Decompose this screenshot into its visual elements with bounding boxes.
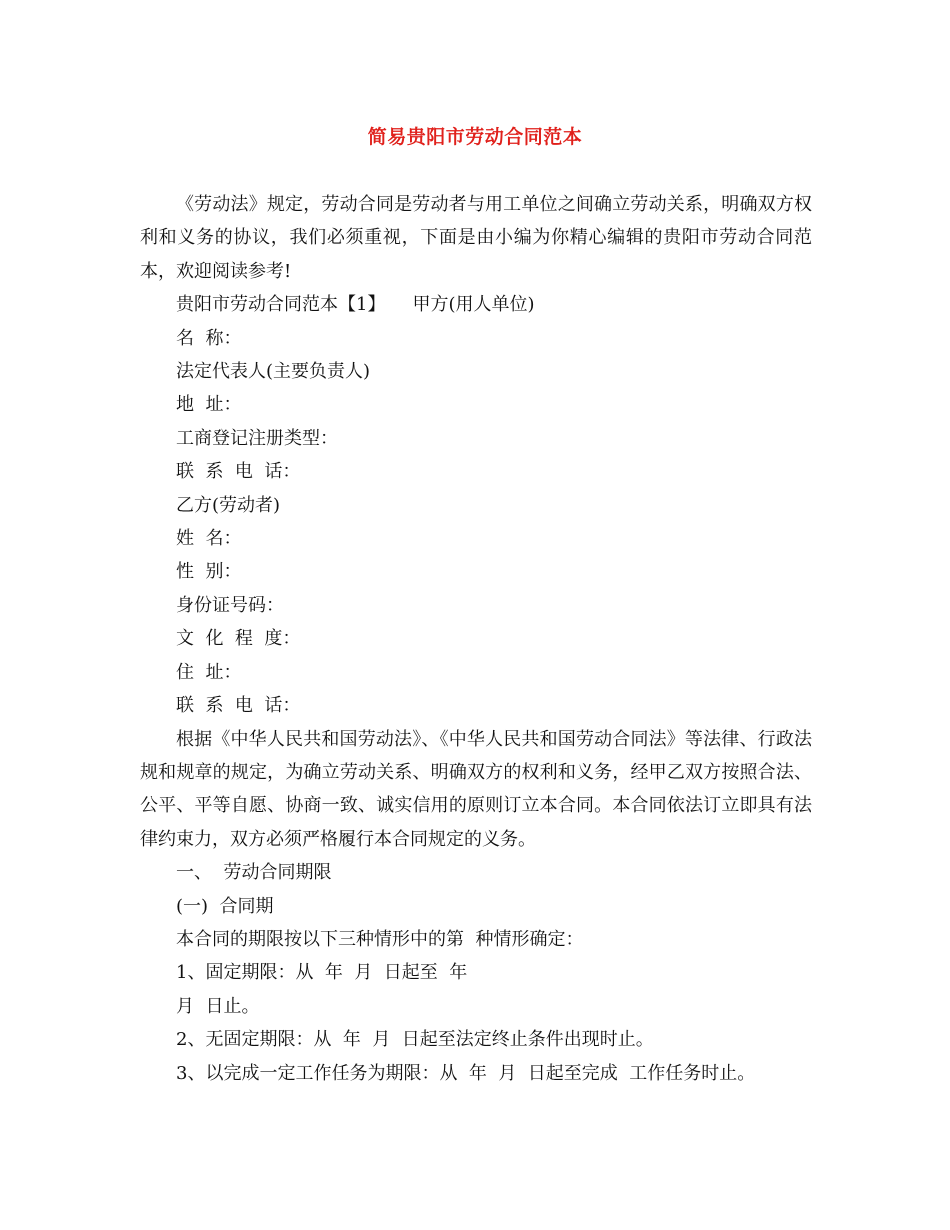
party-b-id-number-field: 身份证号码：: [176, 594, 284, 616]
party-a-phone-field: 联 系 电 话：: [176, 461, 301, 483]
fixed-term-line: 1、固定期限：从 年 月 日起至 年: [176, 962, 468, 984]
party-b-gender-field: 性 别：: [176, 561, 242, 583]
document-body: [140, 188, 812, 1090]
term-selection-line: 本合同的期限按以下三种情形中的第 种情形确定：: [176, 928, 584, 950]
task-based-term-line: 3、以完成一定工作任务为期限：从 年 月 日起至完成 工作任务时止。: [176, 1062, 756, 1084]
party-b-education-field: 文 化 程 度：: [176, 628, 301, 650]
party-a-name-field: 名 称：: [176, 327, 242, 349]
document-title: 简易贵阳市劳动合同范本: [367, 126, 583, 148]
party-a-address-field: 地 址：: [176, 394, 242, 416]
intro-paragraph: 《劳动法》规定，劳动合同是劳动者与用工单位之间确立劳动关系，明确双方权利和义务的协议，我们必须重视，下面是由小编为你精心编辑的贵阳市劳动合同范本，欢迎阅读参考!: [140, 194, 812, 282]
party-a-legal-rep-field: 法定代表人(主要负责人): [176, 361, 371, 383]
basis-paragraph: 根据《中华人民共和国劳动法》、《中华人民共和国劳动合同法》等法律、行政法规和规章的规定，为确立劳动关系、明确双方的权利和义务，经甲乙双方按照合法、公平、平等自愿、协商一致、诚实信用的原则订立本合同。本合同依法订立即具有法律约束力，双方必须严格履行本合同规定的义务。: [140, 728, 812, 850]
open-ended-term-line: 2、无固定期限：从 年 月 日起至法定终止条件出现时止。: [176, 1029, 654, 1051]
subsection-1-heading: (一) 合同期: [176, 895, 274, 917]
party-b-address-field: 住 址：: [176, 661, 242, 683]
party-b-phone-field: 联 系 电 话：: [176, 695, 301, 717]
fixed-term-line-cont: 月 日止。: [176, 995, 260, 1017]
party-b-name-field: 姓 名：: [176, 528, 242, 550]
section-1-heading: 一、 劳动合同期限: [176, 862, 332, 884]
party-a-registration-type-field: 工商登记注册类型：: [176, 427, 338, 449]
party-b-heading: 乙方(劳动者): [176, 494, 281, 516]
contract-heading-party-a: 贵阳市劳动合同范本【1】 甲方(用人单位): [176, 294, 535, 316]
